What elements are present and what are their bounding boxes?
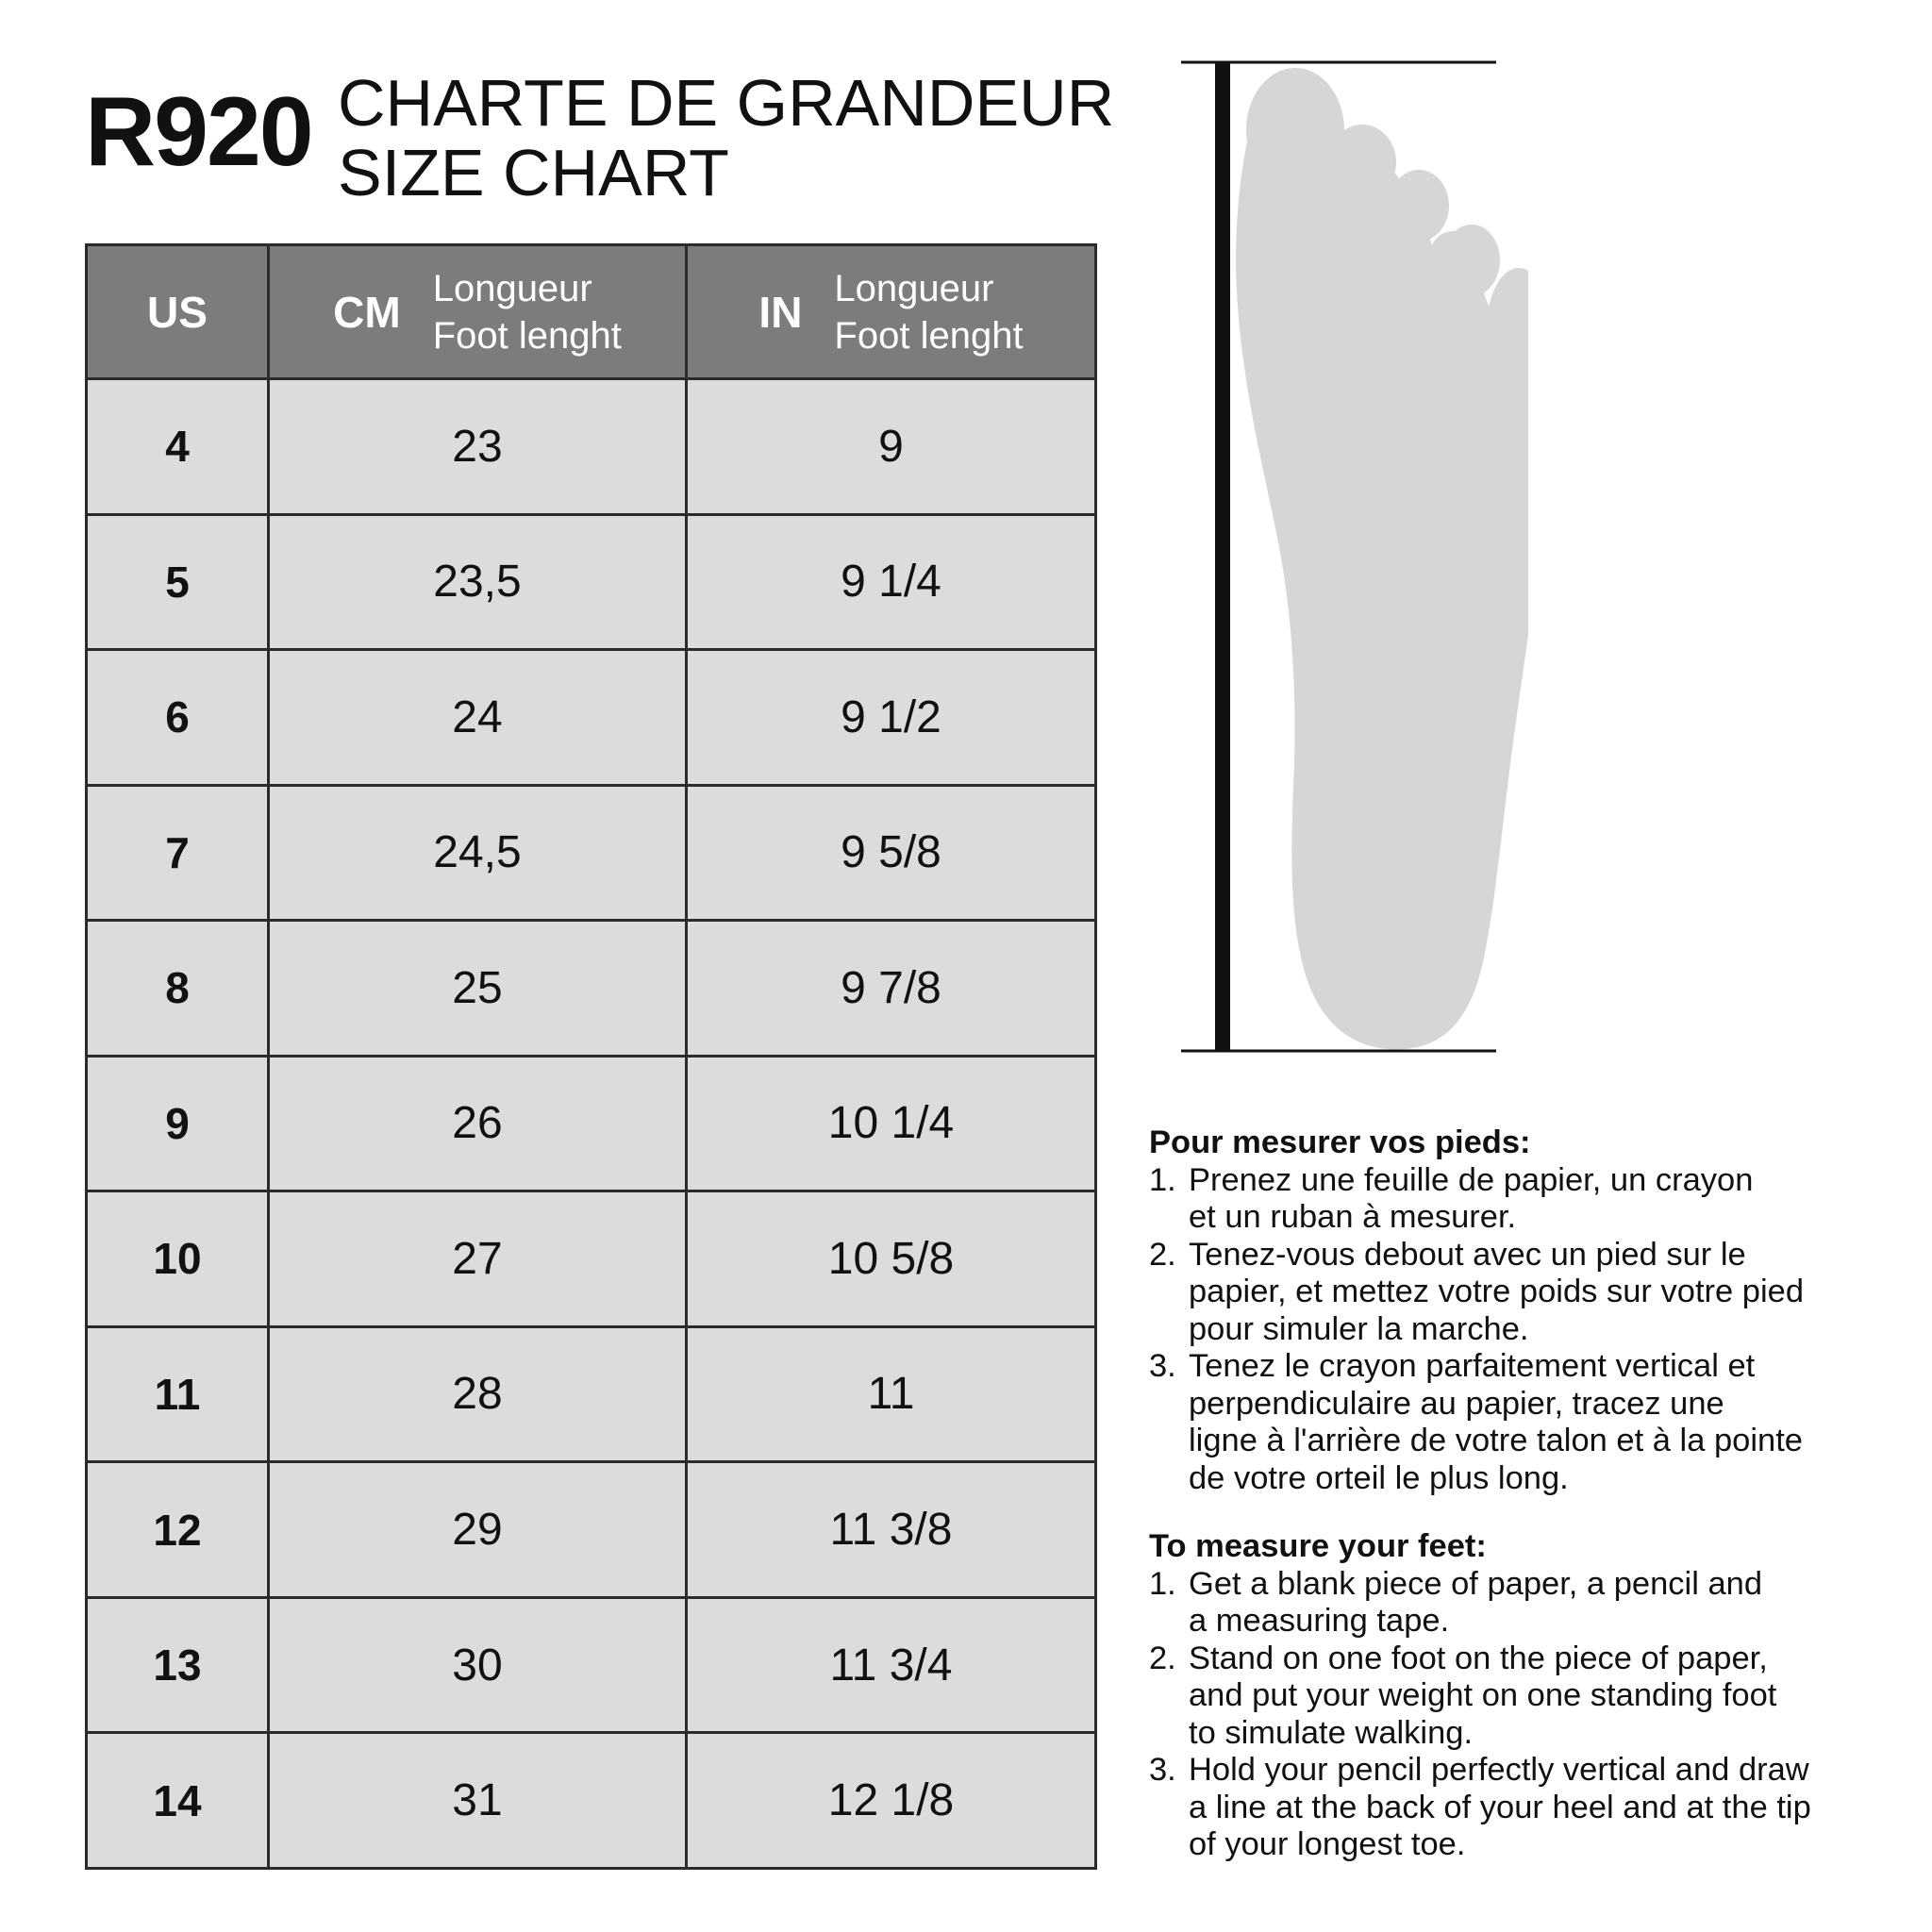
col-header-cm-sub [433, 265, 622, 359]
step-number: 3. [1149, 1348, 1176, 1384]
step-line: to simulate walking. [1189, 1714, 1474, 1751]
cell-in: 9 1/4 [687, 514, 1096, 650]
col-header-in-label: IN [758, 287, 803, 337]
step-line: of your longest toe. [1189, 1826, 1466, 1862]
col-header-in-sub [834, 265, 1023, 359]
table-row [87, 785, 1096, 921]
cell-in: 9 [687, 379, 1096, 515]
step-line: Prenez une feuille de papier, un crayon [1189, 1161, 1754, 1198]
step-text [1189, 1752, 1904, 1864]
instruction-step [1149, 1348, 1904, 1497]
foot-silhouette [1236, 68, 1528, 1049]
step-number: 2. [1149, 1640, 1176, 1676]
table-header-row [87, 245, 1096, 379]
cell-cm: 28 [269, 1326, 687, 1462]
cell-in: 11 3/4 [687, 1597, 1096, 1733]
title-en: SIZE CHART [338, 136, 729, 209]
instructions-fr-title: Pour mesurer vos pieds: [1149, 1124, 1531, 1160]
col-header-in-sub-en: Foot lenght [834, 314, 1024, 357]
cell-cm: 29 [269, 1462, 687, 1598]
col-header-in-sub-fr: Longueur [834, 267, 994, 309]
step-number: 1. [1149, 1161, 1176, 1198]
step-text [1189, 1641, 1904, 1753]
step-text [1189, 1348, 1904, 1497]
instruction-step [1149, 1641, 1904, 1753]
cell-us: 14 [87, 1733, 269, 1869]
table-row [87, 1733, 1096, 1869]
title-fr: CHARTE DE GRANDEUR [338, 66, 1115, 140]
cell-cm: 24,5 [269, 785, 687, 921]
cell-us: 10 [87, 1191, 269, 1327]
cell-in: 11 3/8 [687, 1462, 1096, 1598]
instruction-step [1149, 1566, 1904, 1641]
step-line: a measuring tape. [1189, 1603, 1450, 1639]
step-line: perpendiculaire au papier, tracez une [1189, 1385, 1724, 1422]
instructions-fr-list [1149, 1162, 1904, 1498]
cell-cm: 30 [269, 1597, 687, 1733]
cell-us: 8 [87, 921, 269, 1057]
step-line: Stand on one foot on the piece of paper, [1189, 1640, 1768, 1676]
cell-in: 9 5/8 [687, 785, 1096, 921]
cell-in: 11 [687, 1326, 1096, 1462]
table-row [87, 650, 1096, 786]
step-text [1189, 1237, 1904, 1349]
table-row [87, 1191, 1096, 1327]
cell-cm: 23,5 [269, 514, 687, 650]
table-row [87, 1326, 1096, 1462]
cell-in: 9 7/8 [687, 921, 1096, 1057]
cell-us: 4 [87, 379, 269, 515]
step-line: papier, et mettez votre poids sur votre pied [1189, 1274, 1805, 1309]
instructions-en-title: To measure your feet: [1149, 1528, 1487, 1564]
step-line: ligne à l'arrière de votre talon et à la pointe [1189, 1423, 1803, 1458]
step-number: 2. [1149, 1236, 1176, 1273]
step-number: 3. [1149, 1752, 1176, 1788]
table-row [87, 1056, 1096, 1191]
col-header-us-label: US [147, 287, 208, 337]
cell-cm: 24 [269, 650, 687, 786]
step-line: and put your weight on one standing foot [1189, 1677, 1777, 1713]
cell-in: 12 1/8 [687, 1733, 1096, 1869]
cell-us: 12 [87, 1462, 269, 1598]
cell-in: 9 1/2 [687, 650, 1096, 786]
instruction-step [1149, 1237, 1904, 1349]
table-row [87, 1597, 1096, 1733]
table-row [87, 921, 1096, 1057]
step-line: Tenez le crayon parfaitement vertical et [1189, 1348, 1756, 1384]
foot-measure-icon [1170, 47, 1528, 1066]
step-line: pour simuler la marche. [1189, 1310, 1529, 1347]
step-line: Get a blank piece of paper, a pencil and [1189, 1565, 1763, 1602]
cell-cm: 23 [269, 379, 687, 515]
step-text [1189, 1162, 1904, 1237]
step-line: et un ruban à mesurer. [1189, 1199, 1517, 1235]
size-table [85, 243, 1097, 1870]
instruction-step [1149, 1752, 1904, 1864]
step-line: a line at the back of your heel and at the tip [1189, 1789, 1811, 1825]
instructions-en-list [1149, 1566, 1904, 1864]
col-header-cm-sub-fr: Longueur [432, 267, 592, 309]
col-header-cm-sub-en: Foot lenght [432, 314, 622, 357]
cell-in: 10 5/8 [687, 1191, 1096, 1327]
model-code: R920 [85, 77, 312, 187]
step-line: Hold your pencil perfectly vertical and draw [1189, 1752, 1809, 1788]
step-line: de votre orteil le plus long. [1189, 1459, 1569, 1496]
step-line: Tenez-vous debout avec un pied sur le [1189, 1236, 1746, 1273]
col-header-in [687, 245, 1096, 379]
cell-cm: 26 [269, 1056, 687, 1191]
cell-us: 7 [87, 785, 269, 921]
instruction-step [1149, 1162, 1904, 1237]
cell-cm: 25 [269, 921, 687, 1057]
table-row [87, 379, 1096, 515]
instructions-panel [1149, 1124, 1904, 1864]
cell-us: 13 [87, 1597, 269, 1733]
table-row [87, 514, 1096, 650]
table-row [87, 1462, 1096, 1598]
col-header-cm [269, 245, 687, 379]
step-text [1189, 1566, 1904, 1641]
cell-us: 5 [87, 514, 269, 650]
cell-in: 10 1/4 [687, 1056, 1096, 1191]
step-number: 1. [1149, 1565, 1176, 1602]
cell-us: 9 [87, 1056, 269, 1191]
cell-cm: 27 [269, 1191, 687, 1327]
col-header-us [87, 245, 269, 379]
page-title [338, 68, 1114, 208]
cell-us: 11 [87, 1326, 269, 1462]
cell-cm: 31 [269, 1733, 687, 1869]
col-header-cm-label: CM [333, 287, 401, 337]
cell-us: 6 [87, 650, 269, 786]
